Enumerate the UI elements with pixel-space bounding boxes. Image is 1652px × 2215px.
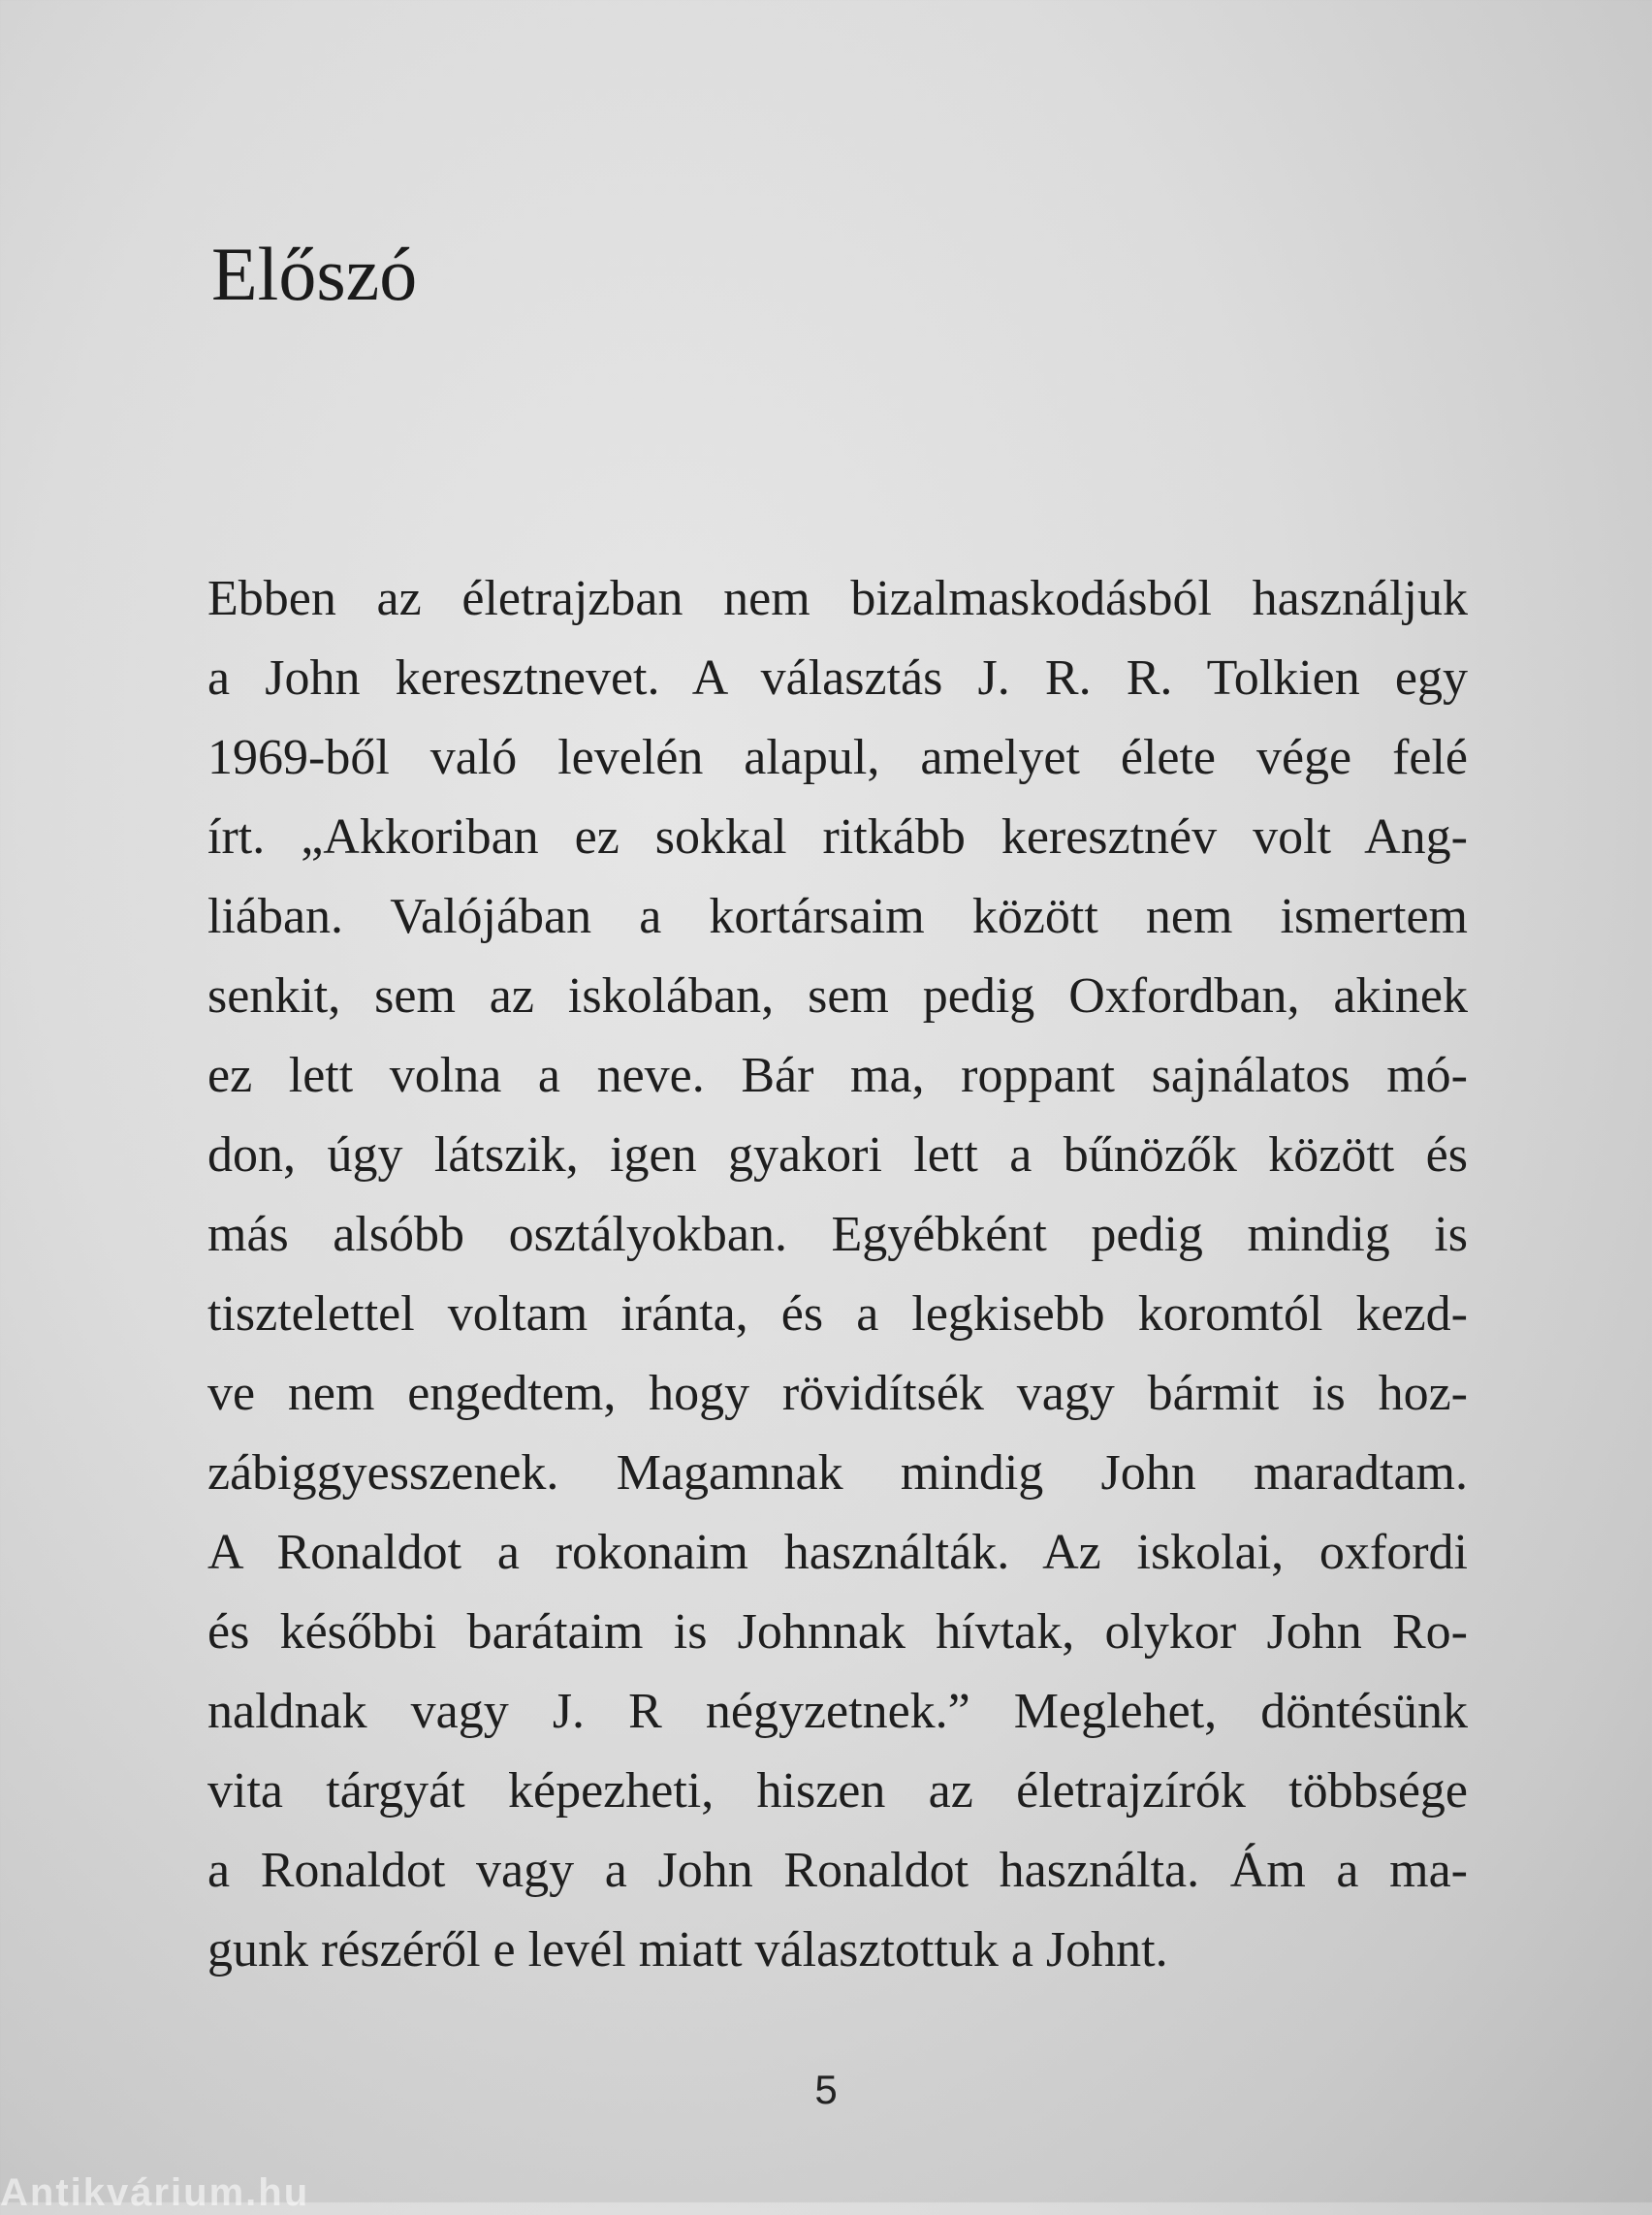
text-line: ez lett volna a neve. Bár ma, roppant sajnálatos mó- xyxy=(207,1048,1468,1103)
text-line: a Ronaldot vagy a John Ronaldot használta. Ám a ma- xyxy=(207,1843,1468,1898)
text-line: senkit, sem az iskolában, sem pedig Oxfordban, akinek xyxy=(207,968,1468,1024)
body-paragraph xyxy=(207,559,1468,1990)
text-line: más alsóbb osztályokban. Egyébként pedig mindig is xyxy=(207,1207,1468,1262)
chapter-heading: Előszó xyxy=(211,232,418,316)
text-line: a John keresztnevet. A választás J. R. R. Tolkien egy xyxy=(207,650,1468,706)
page-number: 5 xyxy=(814,2067,838,2112)
text-line: A Ronaldot a rokonaim használták. Az iskolai, oxfordi xyxy=(207,1525,1468,1580)
text-line: írt. „Akkoriban ez sokkal ritkább keresztnév volt Ang- xyxy=(207,809,1468,865)
text-line: don, úgy látszik, igen gyakori lett a bűnözők között és xyxy=(207,1127,1468,1183)
text-line: 1969-ből való levelén alapul, amelyet élete vége felé xyxy=(207,730,1468,785)
text-line: tisztelettel voltam iránta, és a legkisebb koromtól kezd- xyxy=(207,1286,1468,1342)
text-line: zábiggyesszenek. Magamnak mindig John maradtam. xyxy=(207,1445,1468,1501)
text-line: ve nem engedtem, hogy rövidítsék vagy bármit is hoz- xyxy=(207,1366,1468,1421)
text-line: és későbbi barátaim is Johnnak hívtak, olykor John Ro- xyxy=(207,1604,1468,1660)
text-line: vita tárgyát képezheti, hiszen az életrajzírók többsége xyxy=(207,1763,1468,1819)
watermark: Antikvárium.hu xyxy=(0,2171,310,2214)
text-line: liában. Valójában a kortársaim között nem ismertem xyxy=(207,889,1468,944)
text-line: gunk részéről e levél miatt választottuk a Johnt. xyxy=(207,1922,1168,1978)
text-line: Ebben az életrajzban nem bizalmaskodásból használjuk xyxy=(207,571,1468,626)
text-line: naldnak vagy J. R négyzetnek.” Meglehet, döntésünk xyxy=(207,1684,1468,1739)
